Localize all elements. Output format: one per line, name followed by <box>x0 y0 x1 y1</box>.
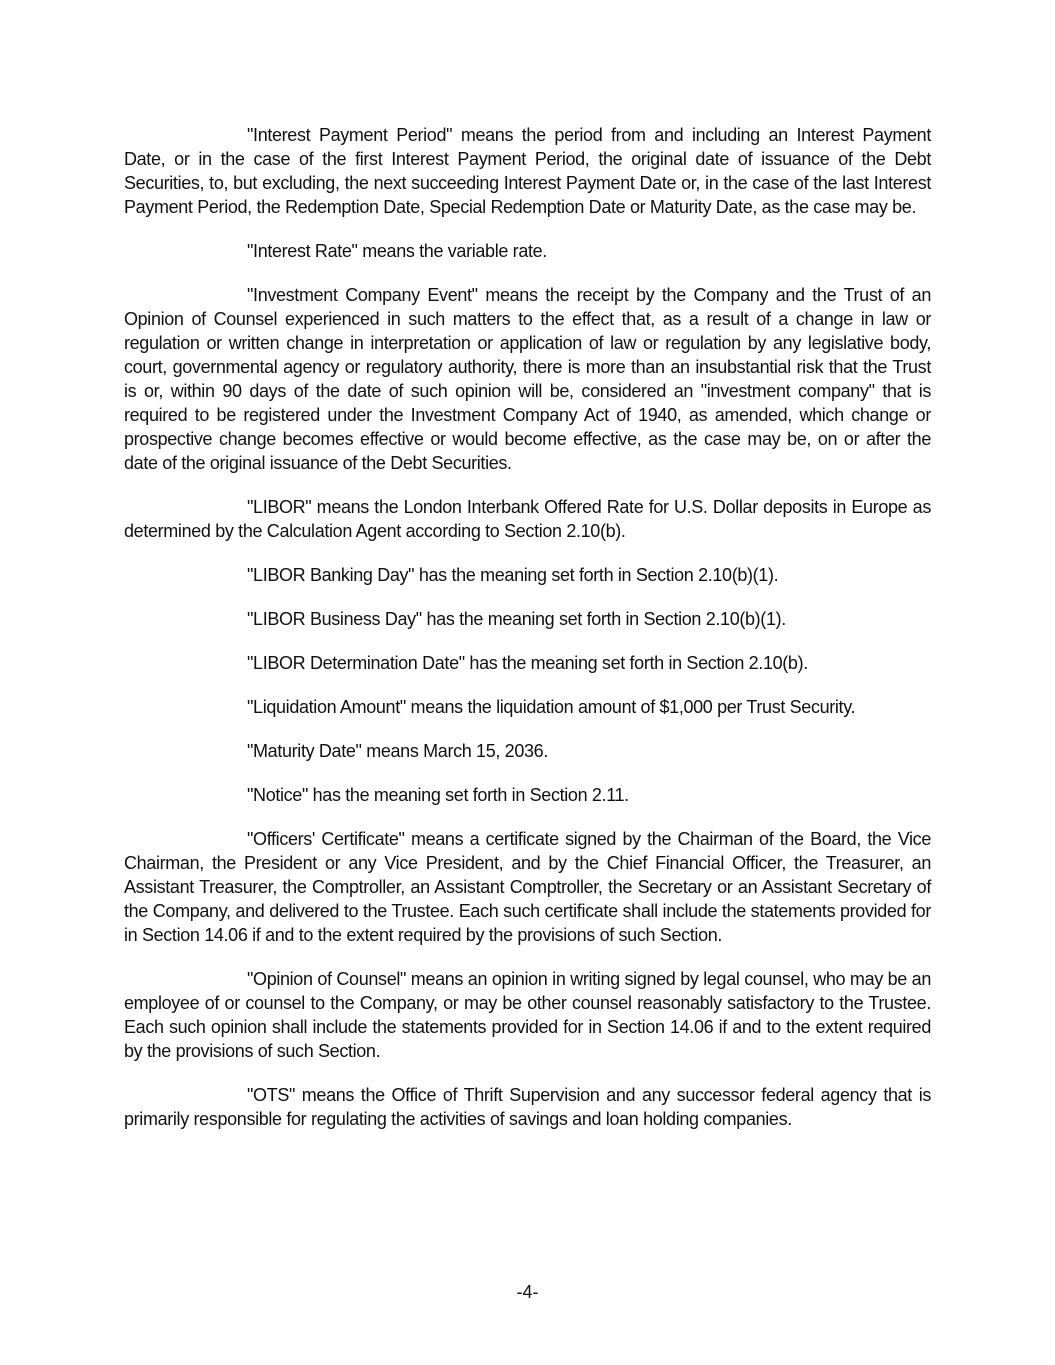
definition-interest-payment-period: "Interest Payment Period" means the period from and including an Interest Payment Date, or in the case of the first Interest Payment Period, the original date of issuance of the Debt Securities, to, but excluding, the next succeeding Interest Payment Date or, in the case of the last Interest Payment Period, the Redemption Date, Special Redemption Date or Maturity Date, as the case may be. <box>124 125 931 217</box>
definition-interest-rate: "Interest Rate" means the variable rate. <box>247 241 547 261</box>
definition-opinion-of-counsel: "Opinion of Counsel" means an opinion in writing signed by legal counsel, who may be an employee of or counsel to the Company, or may be other counsel reasonably satisfactory to the Trustee. Each such opinion shall include the statements provided for in Section 14.06 if and to the extent required by the provisions of such Section. <box>124 969 931 1061</box>
definition-libor: "LIBOR" means the London Interbank Offered Rate for U.S. Dollar deposits in Europe as determined by the Calculation Agent according to Section 2.10(b). <box>124 497 931 541</box>
definition-notice: "Notice" has the meaning set forth in Section 2.11. <box>247 785 629 805</box>
definition-maturity-date: "Maturity Date" means March 15, 2036. <box>247 741 548 761</box>
definition-liquidation-amount: "Liquidation Amount" means the liquidation amount of $1,000 per Trust Security. <box>247 697 856 717</box>
page-number: -4- <box>516 1282 539 1302</box>
definition-investment-company-event: "Investment Company Event" means the receipt by the Company and the Trust of an Opinion of Counsel experienced in such matters to the effect that, as a result of a change in law or regulation or written change in interpretation or application of law or regulation by any legislative body, court, governmental agency or regulatory authority, there is more than an insubstantial risk that the Trust is or, within 90 days of the date of such opinion will be, considered an "investment company" that is required to be registered under the Investment Company Act of 1940, as amended, which change or prospective change becomes effective or would become effective, as the case may be, on or after the date of the original issuance of the Debt Securities. <box>124 285 931 473</box>
definition-ots: "OTS" means the Office of Thrift Supervision and any successor federal agency that is primarily responsible for regulating the activities of savings and loan holding companies. <box>124 1085 931 1129</box>
definition-libor-business-day: "LIBOR Business Day" has the meaning set forth in Section 2.10(b)(1). <box>247 609 786 629</box>
definition-libor-banking-day: "LIBOR Banking Day" has the meaning set forth in Section 2.10(b)(1). <box>247 565 779 585</box>
definition-libor-determination-date: "LIBOR Determination Date" has the meaning set forth in Section 2.10(b). <box>247 653 808 673</box>
definition-officers-certificate: "Officers' Certificate" means a certificate signed by the Chairman of the Board, the Vice Chairman, the President or any Vice President, and by the Chief Financial Officer, the Treasurer, an Assistant Treasurer, the Comptroller, an Assistant Comptroller, the Secretary or an Assistant Secretary of the Company, and delivered to the Trustee. Each such certificate shall include the statements provided for in Section 14.06 if and to the extent required by the provisions of such Section. <box>124 829 931 945</box>
document-body <box>124 123 931 1151</box>
